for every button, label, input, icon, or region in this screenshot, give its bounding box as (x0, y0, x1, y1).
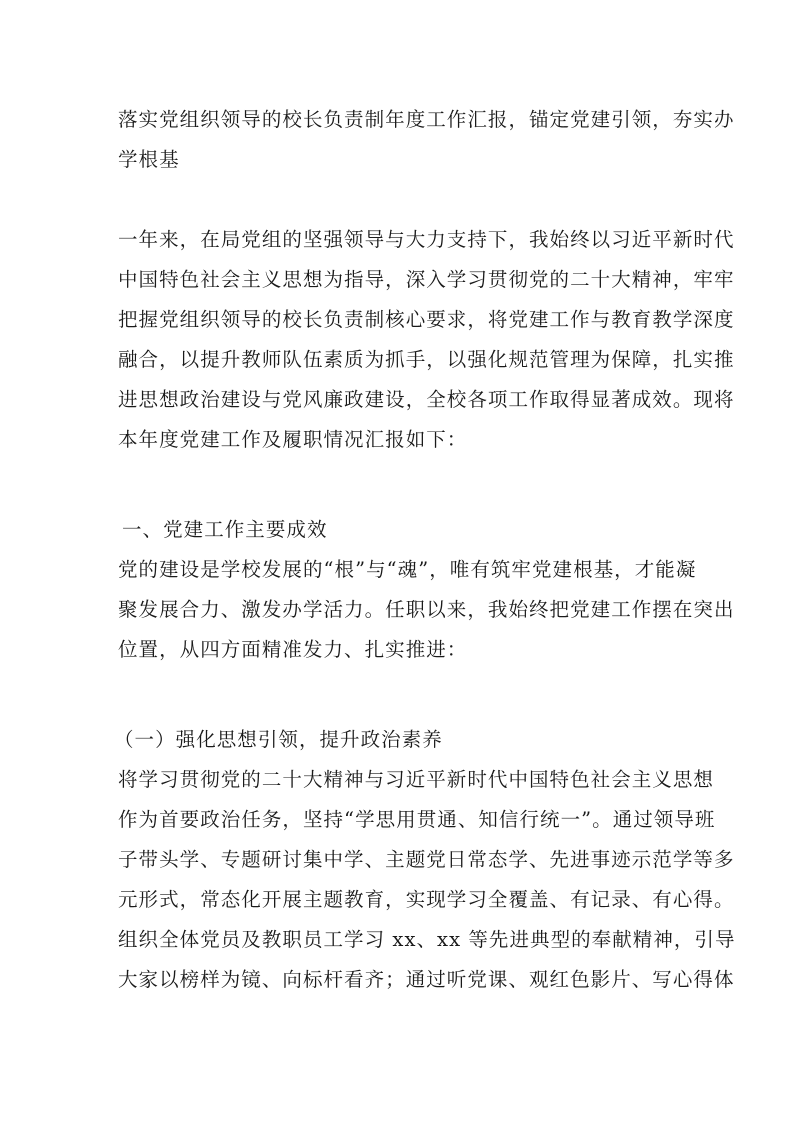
subsection-line-4: 元形式，常态化开展主题教育，实现学习全覆盖、有记录、有心得。 (118, 888, 735, 911)
document-title-line-2: 学根基 (118, 148, 180, 171)
section-line-2: 聚发展合力、激发办学活力。任职以来，我始终把党建工作摆在突出 (118, 598, 735, 621)
section-heading: 一、党建工作主要成效 (122, 518, 328, 541)
section-line-1: 党的建设是学校发展的“根”与“魂”，唯有筑牢党建根基，才能凝 (118, 558, 697, 581)
intro-line-4: 融合，以提升教师队伍素质为抓手，以强化规范管理为保障，扎实推 (118, 348, 735, 371)
subsection-heading: （一）强化思想引领，提升政治素养 (114, 728, 443, 751)
subsection-line-3: 子带头学、专题研讨集中学、主题党日常态学、先进事迹示范学等多 (118, 848, 735, 871)
intro-line-2: 中国特色社会主义思想为指导，深入学习贯彻党的二十大精神，牢牢 (118, 268, 735, 291)
intro-line-3: 把握党组织领导的校长负责制核心要求，将党建工作与教育教学深度 (118, 308, 735, 331)
section-line-3: 位置，从四方面精准发力、扎实推进： (118, 638, 468, 661)
subsection-line-2: 作为首要政治任务，坚持“学思用贯通、知信行统一”。通过领导班 (118, 808, 716, 831)
subsection-line-1: 将学习贯彻党的二十大精神与习近平新时代中国特色社会主义思想 (118, 768, 714, 791)
subsection-line-5: 组织全体党员及教职员工学习 xx、xx 等先进典型的奉献精神，引导 (118, 928, 736, 951)
intro-line-6: 本年度党建工作及履职情况汇报如下： (118, 428, 468, 451)
intro-line-5: 进思想政治建设与党风廉政建设，全校各项工作取得显著成效。现将 (118, 388, 735, 411)
intro-line-1: 一年来，在局党组的坚强领导与大力支持下，我始终以习近平新时代 (118, 228, 735, 251)
subsection-line-6: 大家以榜样为镜、向标杆看齐；通过听党课、观红色影片、写心得体 (118, 968, 735, 991)
document-title-line-1: 落实党组织领导的校长负责制年度工作汇报，锚定党建引领，夯实办 (118, 108, 735, 131)
